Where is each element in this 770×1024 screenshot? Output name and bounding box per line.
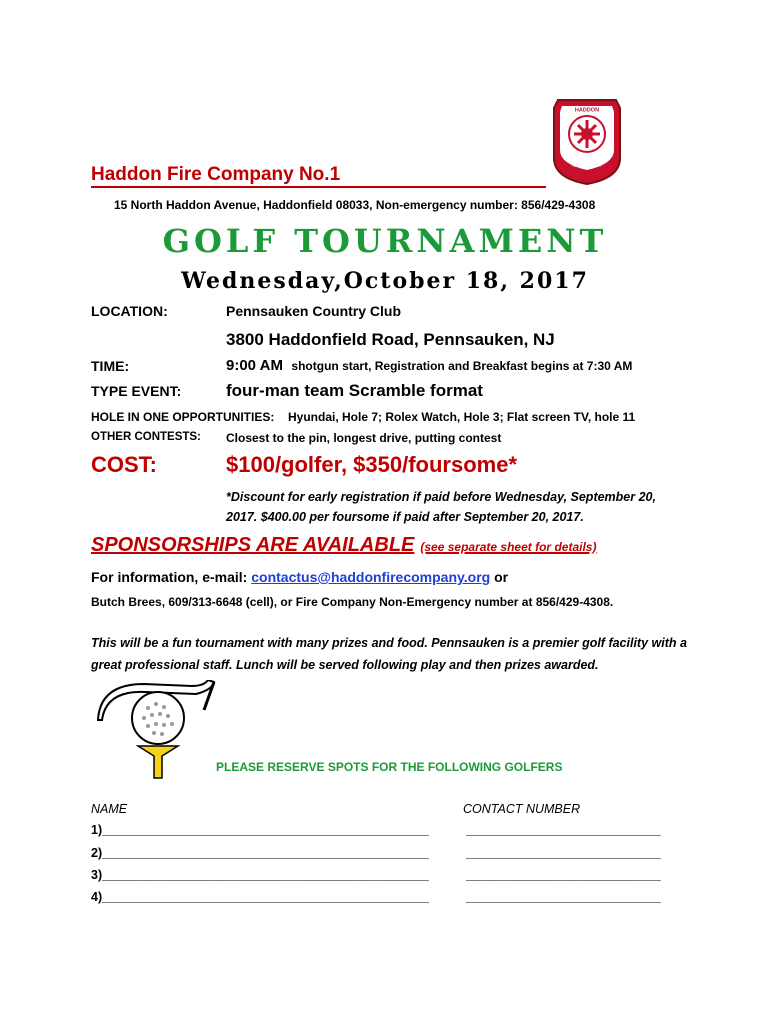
contact-line-blank[interactable]: ____________________________ xyxy=(466,823,661,837)
logo-bottom-text: HADDONFIELD xyxy=(568,156,606,162)
sponsorship-heading xyxy=(91,534,596,557)
name-line[interactable]: _______________________________________________ xyxy=(102,823,429,837)
location-label: LOCATION: xyxy=(91,303,168,319)
event-description: This will be a fun tournament with many prizes and food. Pennsauken is a premier golf facility with a great professional staff. Lunch will be served following play and then prizes awarded. xyxy=(91,636,687,672)
hole-in-one-value: Hyundai, Hole 7; Rolex Watch, Hole 3; Flat screen TV, hole 11 xyxy=(288,410,636,424)
form-row xyxy=(91,890,429,904)
info-prefix: For information, e-mail: xyxy=(91,569,252,585)
discount-note: *Discount for early registration if paid before Wednesday, September 20, 2017. $400.00 per foursome if paid after September 20, 2017. xyxy=(226,490,656,524)
form-row xyxy=(91,823,429,837)
other-contests-value: Closest to the pin, longest drive, putting contest xyxy=(226,431,502,445)
time-main: 9:00 AM xyxy=(226,357,283,374)
contact-line-blank[interactable]: ____________________________ xyxy=(466,846,661,860)
row-number: 2) xyxy=(91,846,103,860)
reserve-heading: PLEASE RESERVE SPOTS FOR THE FOLLOWING GOLFERS xyxy=(216,760,563,774)
time-label: TIME: xyxy=(91,358,130,374)
contact-column-header: CONTACT NUMBER xyxy=(463,802,581,816)
contact-line: Butch Brees, 609/313-6648 (cell), or Fire Company Non-Emergency number at 856/429-4308. xyxy=(91,595,614,609)
contact-email-link[interactable]: contactus@haddonfirecompany.org xyxy=(251,569,491,585)
cost-label: COST: xyxy=(91,452,157,477)
time-value xyxy=(226,357,632,375)
row-number: 3) xyxy=(91,868,103,882)
org-name-underline xyxy=(91,186,546,188)
form-row xyxy=(91,846,429,860)
name-line[interactable]: _______________________________________________ xyxy=(102,846,429,860)
time-note: shotgun start, Registration and Breakfast begins at 7:30 AM xyxy=(291,359,633,373)
page-title: GOLF TOURNAMENT xyxy=(162,222,608,260)
other-contests-label: OTHER CONTESTS: xyxy=(91,431,201,443)
fire-company-logo xyxy=(552,98,622,186)
sponsorship-heading-text: SPONSORSHIPS ARE AVAILABLE xyxy=(91,534,415,556)
type-event-label: TYPE EVENT: xyxy=(91,383,182,399)
contact-line-blank[interactable]: ____________________________ xyxy=(466,868,661,882)
org-address: 15 North Haddon Avenue, Haddonfield 08033, Non-emergency number: 856/429-4308 xyxy=(114,198,596,212)
name-column-header: NAME xyxy=(91,802,128,816)
row-number: 4) xyxy=(91,890,103,904)
location-venue: Pennsauken Country Club xyxy=(226,303,402,319)
cost-value: $100/golfer, $350/foursome* xyxy=(226,452,518,477)
org-name: Haddon Fire Company No.1 xyxy=(91,164,341,185)
location-address: 3800 Haddonfield Road, Pennsauken, NJ xyxy=(226,330,555,349)
golf-ball-on-tee-icon xyxy=(96,680,218,780)
info-line xyxy=(91,569,508,585)
type-event-value: four-man team Scramble format xyxy=(226,381,483,400)
name-line[interactable]: _______________________________________________ xyxy=(102,868,429,882)
info-suffix: or xyxy=(490,569,509,585)
contact-line-blank[interactable]: ____________________________ xyxy=(466,890,661,904)
event-date: Wednesday,October 18, 2017 xyxy=(181,268,589,294)
form-row xyxy=(91,868,429,882)
logo-bottom-text-2: NEW JERSEY xyxy=(572,163,602,168)
logo-top-text: HADDON xyxy=(574,107,600,114)
sponsorship-note: (see separate sheet for details) xyxy=(420,540,597,554)
row-number: 1) xyxy=(91,823,103,837)
name-line[interactable]: _______________________________________________ xyxy=(102,890,429,904)
hole-in-one-label: HOLE IN ONE OPPORTUNITIES: xyxy=(91,410,275,424)
